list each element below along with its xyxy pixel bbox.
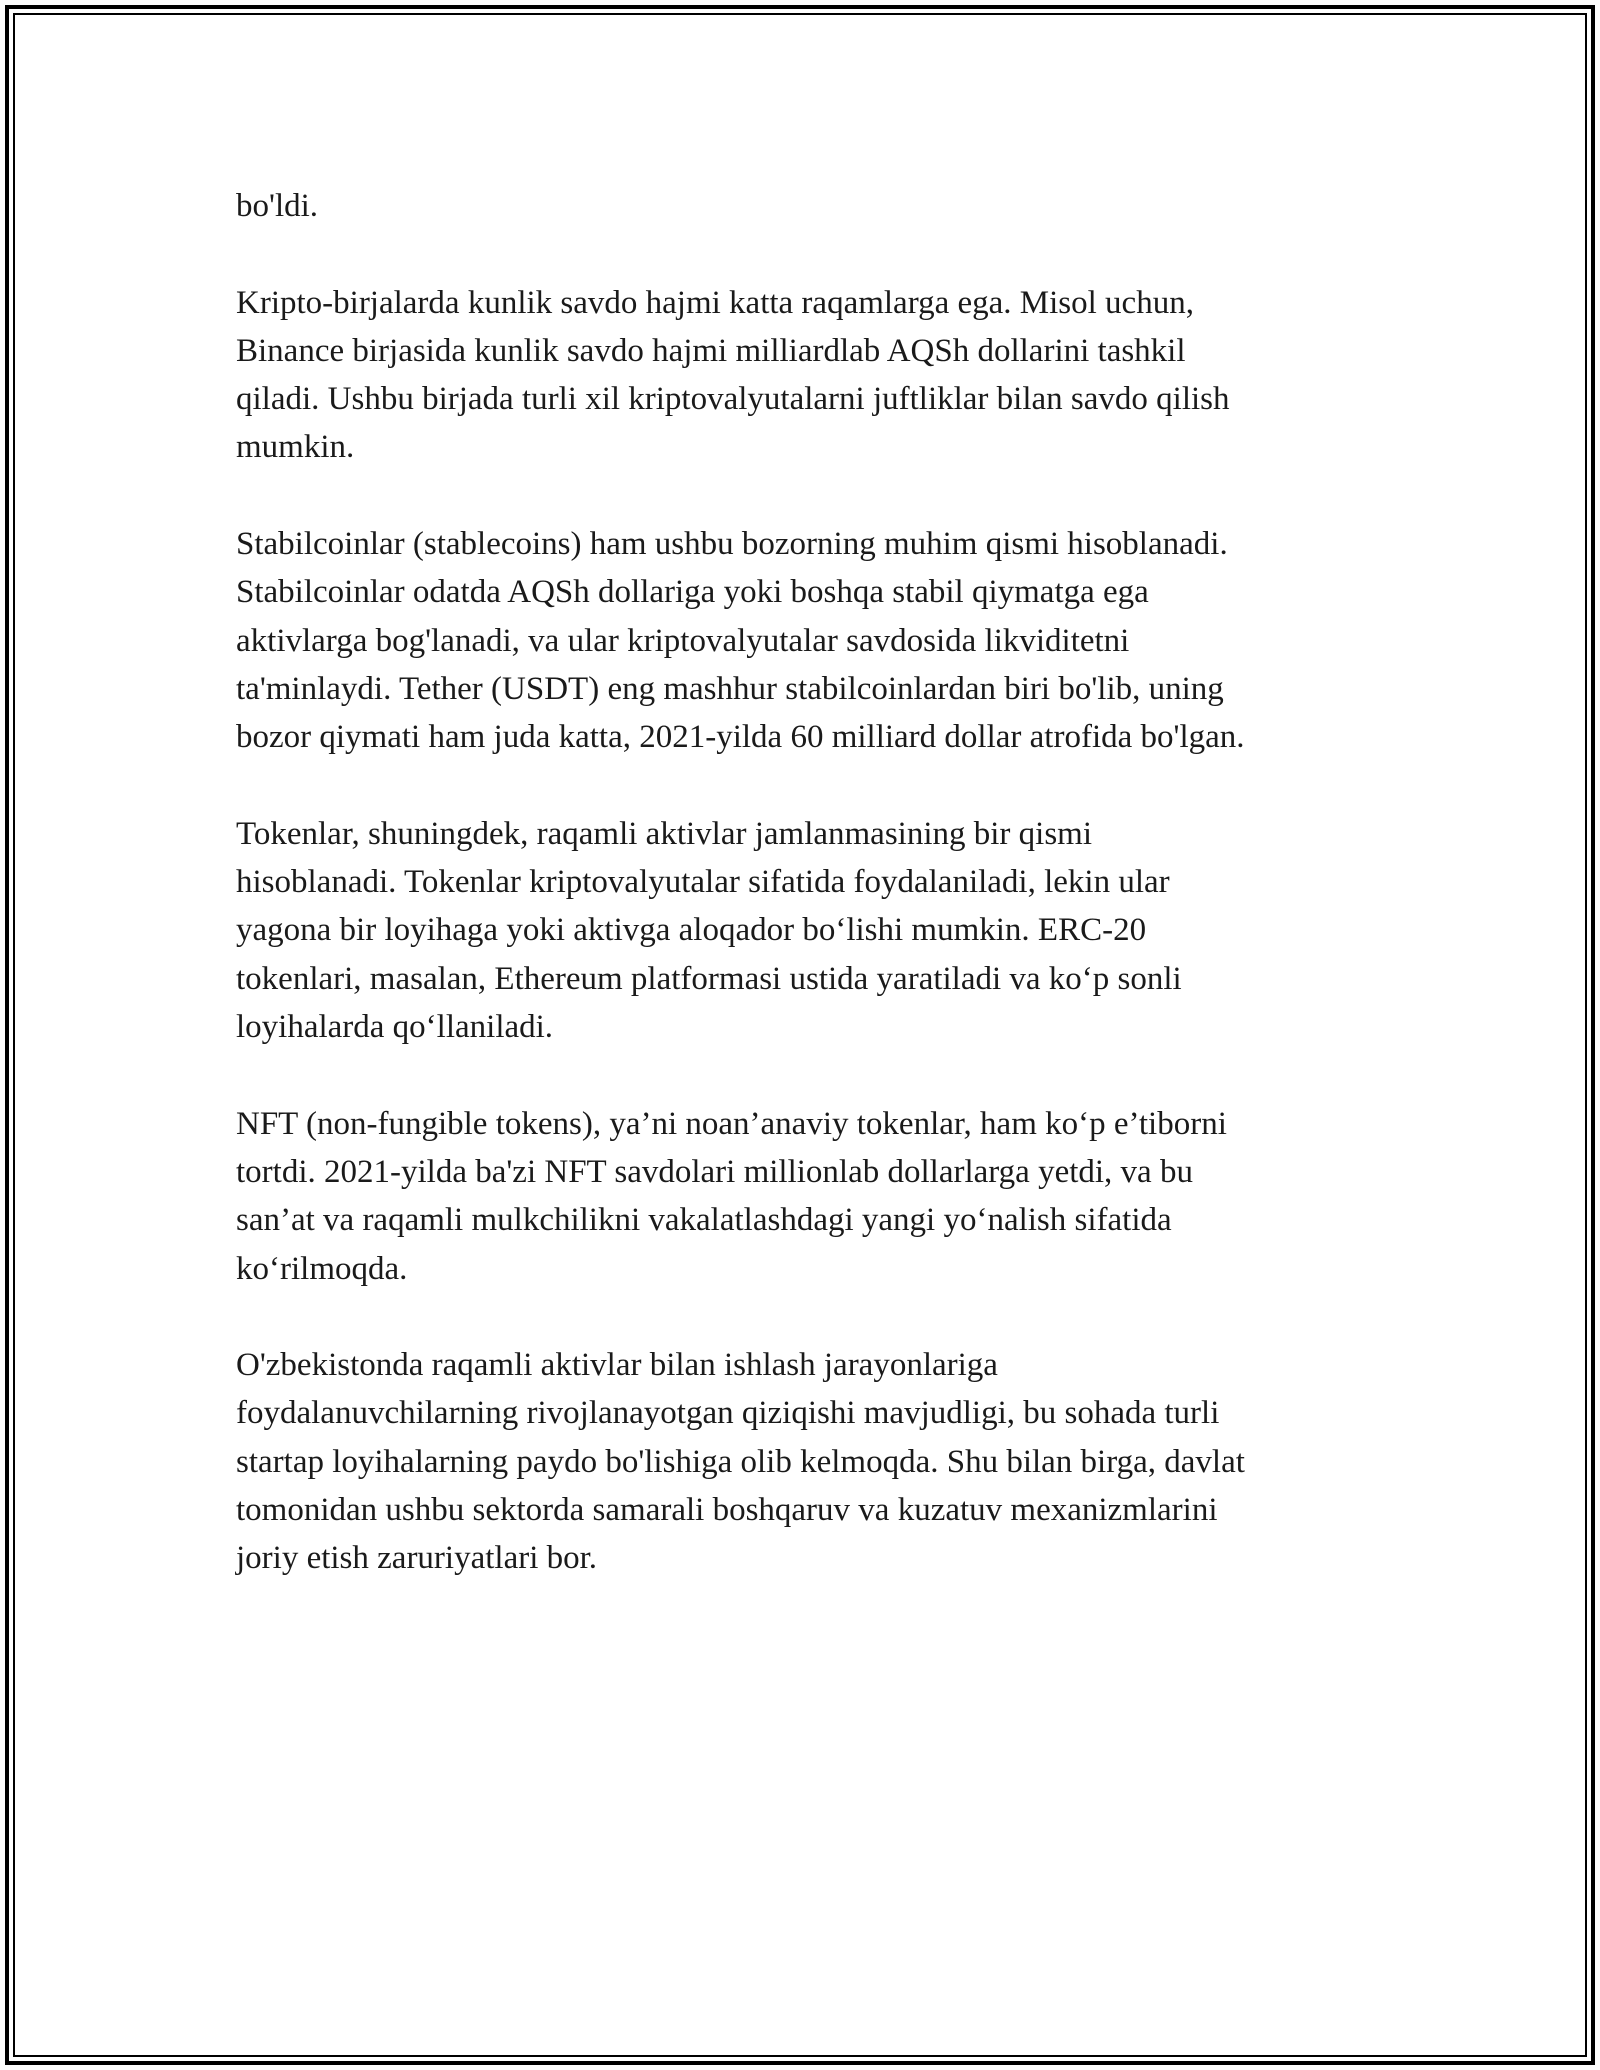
text-line: Stabilcoinlar (stablecoins) ham ushbu bozorning muhim qismi hisoblanadi. (236, 526, 1228, 563)
paragraph-3 (236, 520, 1386, 761)
text-line: ta'minlaydi. Tether (USDT) eng mashhur stabilcoinlardan biri bo'lib, uning (236, 670, 1224, 707)
text-line: bo'ldi. (236, 188, 319, 224)
text-line: mumkin. (236, 429, 355, 466)
text-line: joriy etish zaruriyatlari bor. (236, 1540, 598, 1577)
text-line: NFT (non-fungible tokens), ya’ni noan’anaviy tokenlar, ham ko‘p e’tiborni (236, 1105, 1227, 1142)
text-line: Binance birjasida kunlik savdo hajmi milliardlab AQSh dollarini tashkil (236, 332, 1186, 369)
text-line: qiladi. Ushbu birjada turli xil kriptovalyutalarni juftliklar bilan savdo qilish (236, 381, 1230, 418)
text-line: yagona bir loyihaga yoki aktivga aloqador bo‘lishi mumkin. ERC-20 (236, 912, 1147, 949)
paragraph-4 (236, 810, 1386, 1051)
text-line: foydalanuvchilarning rivojlanayotgan qiziqishi mavjudligi, bu sohada turli (236, 1395, 1220, 1432)
text-line: tomonidan ushbu sektorda samarali boshqaruv va kuzatuv mexanizmlarini (236, 1492, 1218, 1529)
text-line: tortdi. 2021-yilda ba'zi NFT savdolari millionlab dollarlarga yetdi, va bu (236, 1153, 1193, 1190)
text-line: san’at va raqamli mulkchilikni vakalatlashdagi yangi yo‘nalish sifatida (236, 1202, 1172, 1239)
text-line: tokenlari, masalan, Ethereum platformasi ustida yaratiladi va ko‘p sonli (236, 960, 1182, 997)
text-line: loyihalarda qo‘llaniladi. (236, 1009, 554, 1046)
paragraph-6 (236, 1341, 1386, 1582)
text-line: bozor qiymati ham juda katta, 2021-yilda 60 milliard dollar atrofida bo'lgan. (236, 719, 1245, 756)
text-line: ko‘rilmoqda. (236, 1250, 408, 1287)
text-line: hisoblanadi. Tokenlar kriptovalyutalar sifatida foydalaniladi, lekin ular (236, 864, 1170, 901)
document-body (236, 182, 1386, 1583)
text-line: Tokenlar, shuningdek, raqamli aktivlar jamlanmasining bir qismi (236, 815, 1093, 852)
text-line: startap loyihalarning paydo bo'lishiga olib kelmoqda. Shu bilan birga, davlat (236, 1443, 1245, 1480)
paragraph-1 (236, 182, 1386, 230)
text-line: aktivlarga bog'lanadi, va ular kriptovalyutalar savdosida likviditetni (236, 622, 1130, 659)
text-line: O'zbekistonda raqamli aktivlar bilan ishlash jarayonlariga (236, 1347, 998, 1384)
paragraph-5 (236, 1100, 1386, 1293)
paragraph-2 (236, 279, 1386, 472)
text-line: Kripto-birjalarda kunlik savdo hajmi katta raqamlarga ega. Misol uchun, (236, 284, 1194, 321)
text-line: Stabilcoinlar odatda AQSh dollariga yoki boshqa stabil qiymatga ega (236, 574, 1149, 611)
